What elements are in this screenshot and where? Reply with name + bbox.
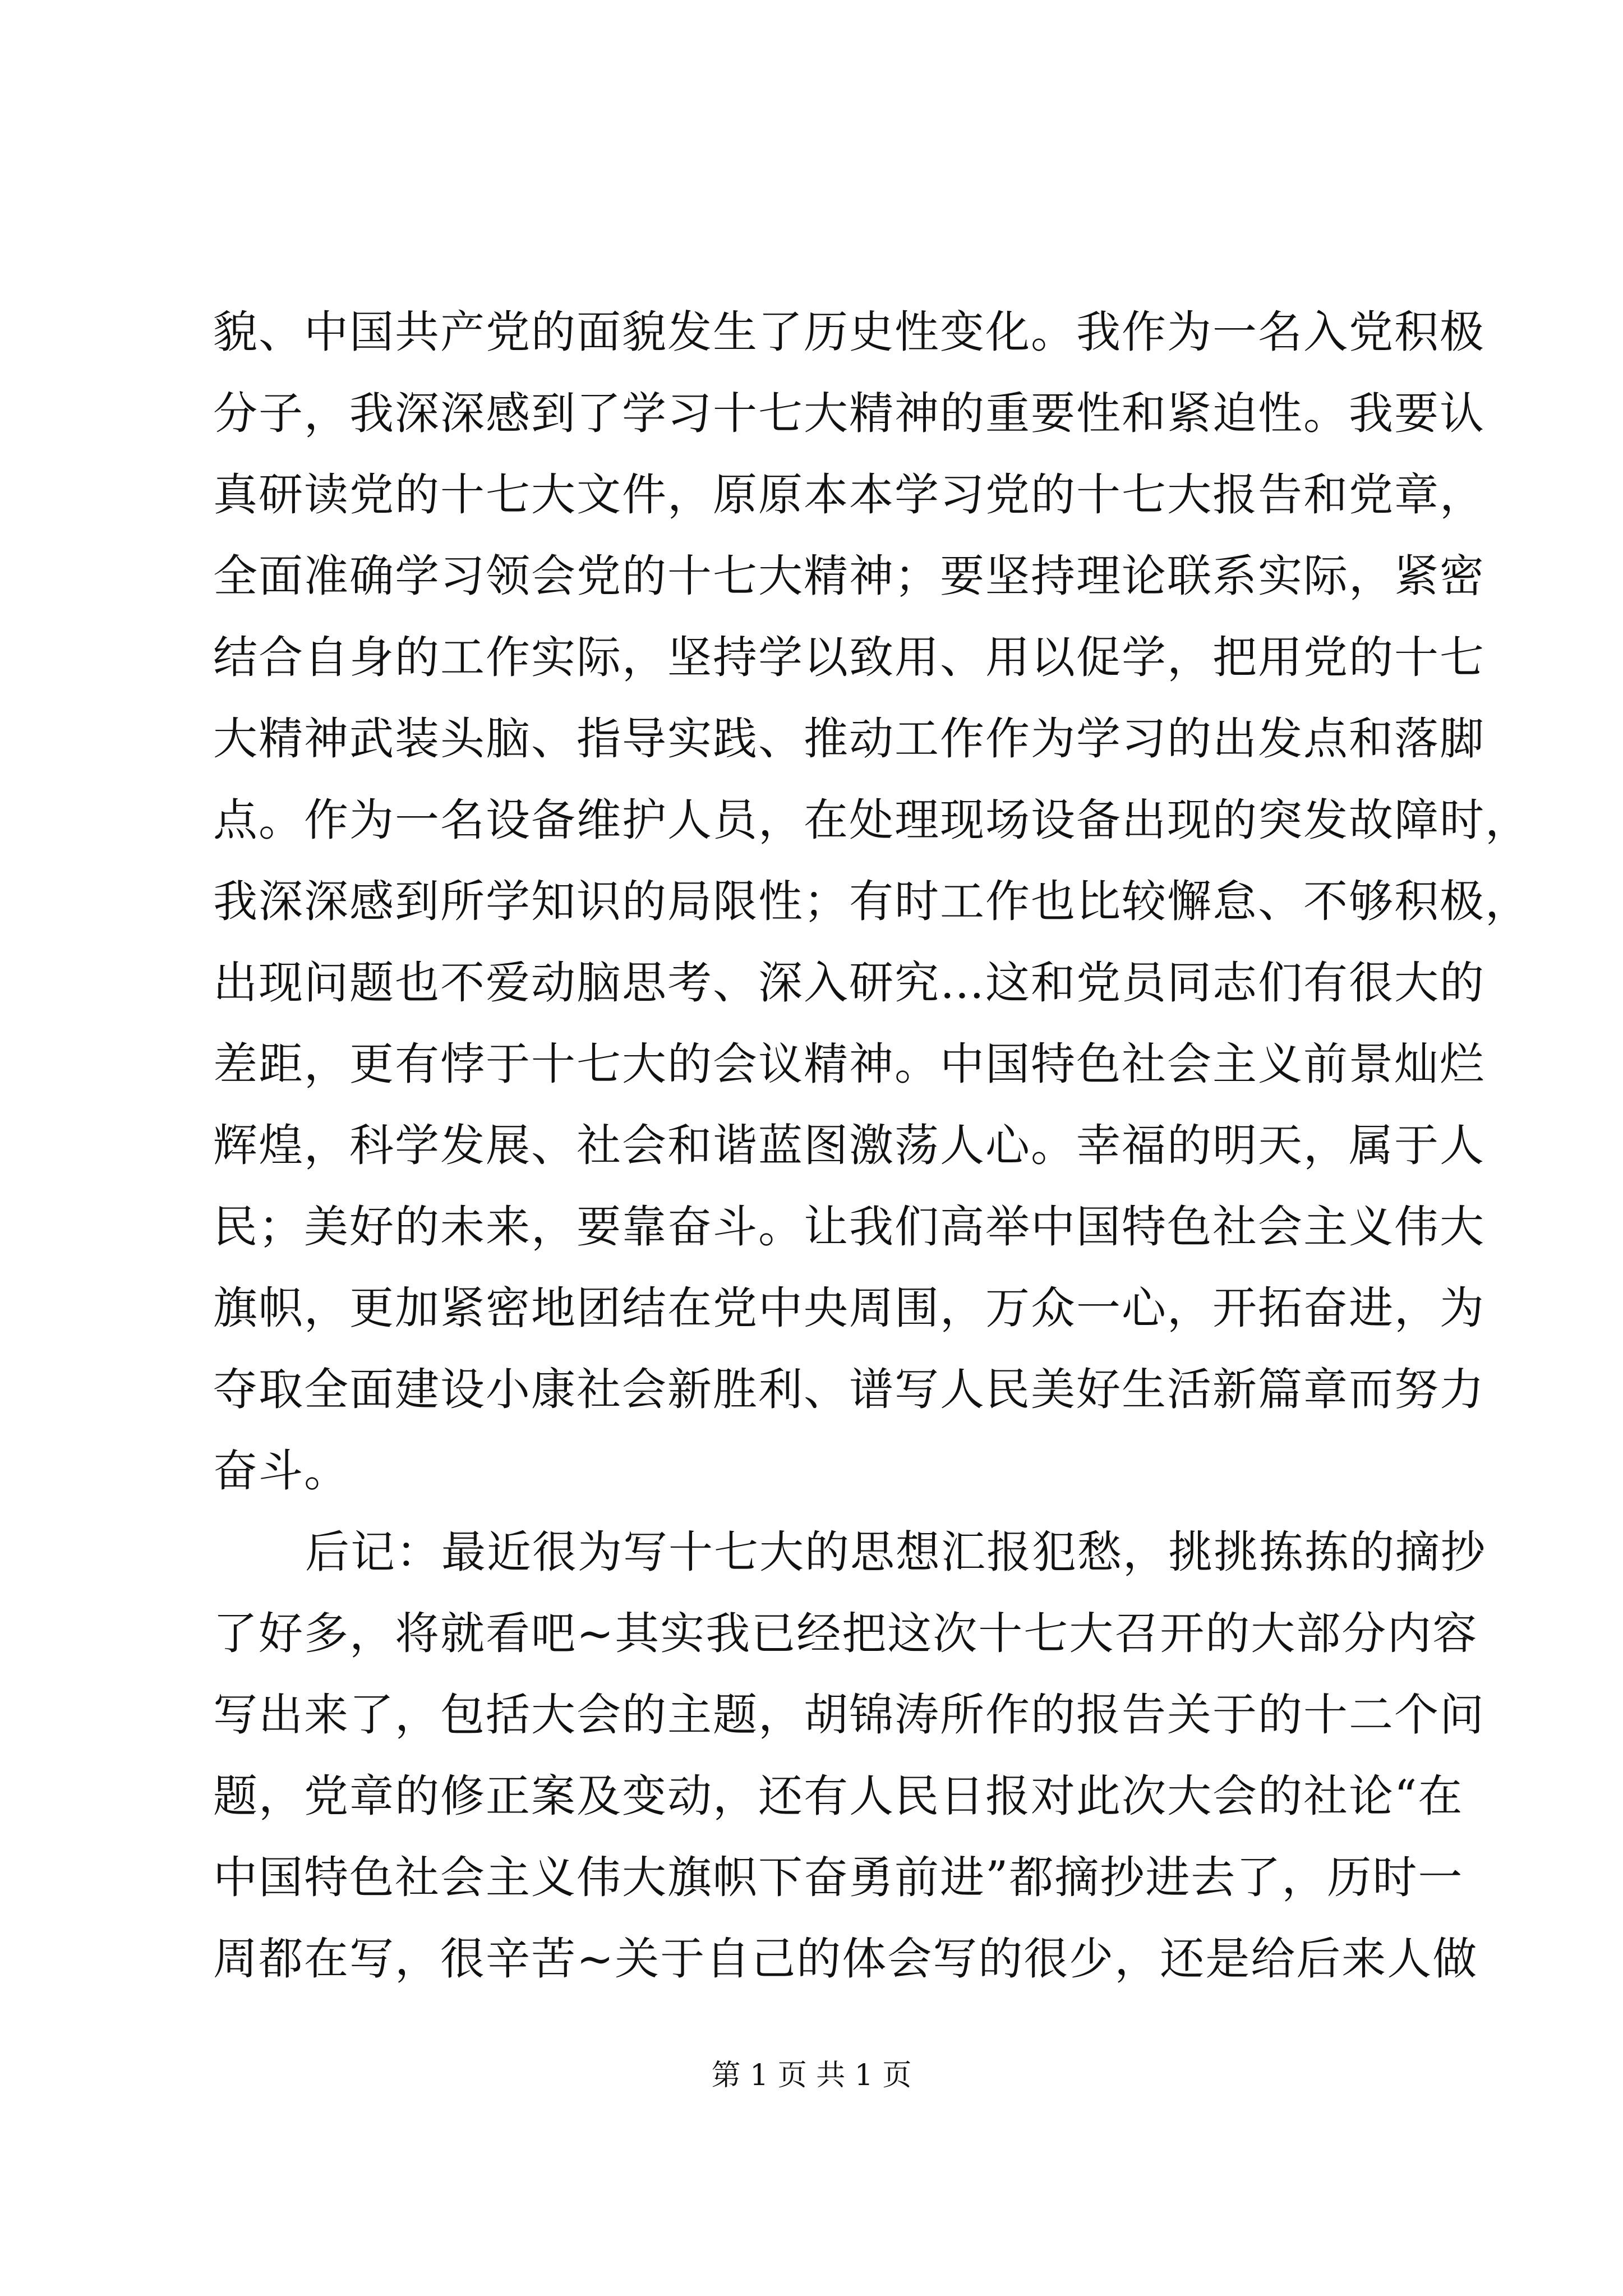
paragraph-2 (213, 1512, 1486, 2000)
text-line: 貌、中国共产党的面貌发生了历史性变化。我作为一名入党积极 (213, 306, 1485, 358)
text-line: 结合自身的工作实际，坚持学以致用、用以促学，把用党的十七 (213, 632, 1485, 683)
text-line: 分子，我深深感到了学习十七大精神的重要性和紧迫性。我要认 (213, 388, 1485, 439)
text-line: 写出来了，包括大会的主题，胡锦涛所作的报告关于的十二个问 (213, 1689, 1485, 1741)
text-line: 题，党章的修正案及变动，还有人民日报对此次大会的社论“在 (213, 1770, 1464, 1822)
page-number-footer: 第 1 页 共 1 页 (711, 2059, 912, 2092)
text-line: 了好多，将就看吧~其实我已经把这次十七大召开的大部分内容 (213, 1608, 1478, 1659)
text-line: 辉煌，科学发展、社会和谐蓝图激荡人心。幸福的明天，属于人 (213, 1120, 1485, 1171)
text-line: 我深深感到所学知识的局限性；有时工作也比较懈怠、不够积极， (213, 876, 1530, 927)
text-line: 全面准确学习领会党的十七大精神；要坚持理论联系实际，紧密 (213, 550, 1485, 602)
document-body (213, 292, 1530, 2000)
text-line: 夺取全面建设小康社会新胜利、谱写人民美好生活新篇章而努力 (213, 1364, 1485, 1415)
text-line: 中国特色社会主义伟大旗帜下奋勇前进”都摘抄进去了，历时一 (213, 1852, 1464, 1903)
text-line: 奋斗。 (213, 1445, 349, 1497)
text-line: 出现问题也不爱动脑思考、深入研究…这和党员同志们有很大的 (213, 957, 1485, 1009)
text-line: 点。作为一名设备维护人员，在处理现场设备出现的突发故障时， (213, 794, 1530, 846)
text-line: 民；美好的未来，要靠奋斗。让我们高举中国特色社会主义伟大 (213, 1201, 1485, 1253)
text-line: 真研读党的十七大文件，原原本本学习党的十七大报告和党章， (213, 469, 1485, 521)
text-line: 大精神武装头脑、指导实践、推动工作作为学习的出发点和落脚 (213, 713, 1485, 765)
text-line: 旗帜，更加紧密地团结在党中央周围，万众一心，开拓奋进，为 (213, 1282, 1485, 1334)
paragraph-1 (213, 292, 1530, 1512)
text-line: 差距，更有悖于十七大的会议精神。中国特色社会主义前景灿烂 (213, 1038, 1485, 1090)
text-line: 后记：最近很为写十七大的思想汇报犯愁，挑挑拣拣的摘抄 (305, 1526, 1486, 1578)
text-line: 周都在写，很辛苦~关于自己的体会写的很少，还是给后来人做 (213, 1933, 1478, 1985)
